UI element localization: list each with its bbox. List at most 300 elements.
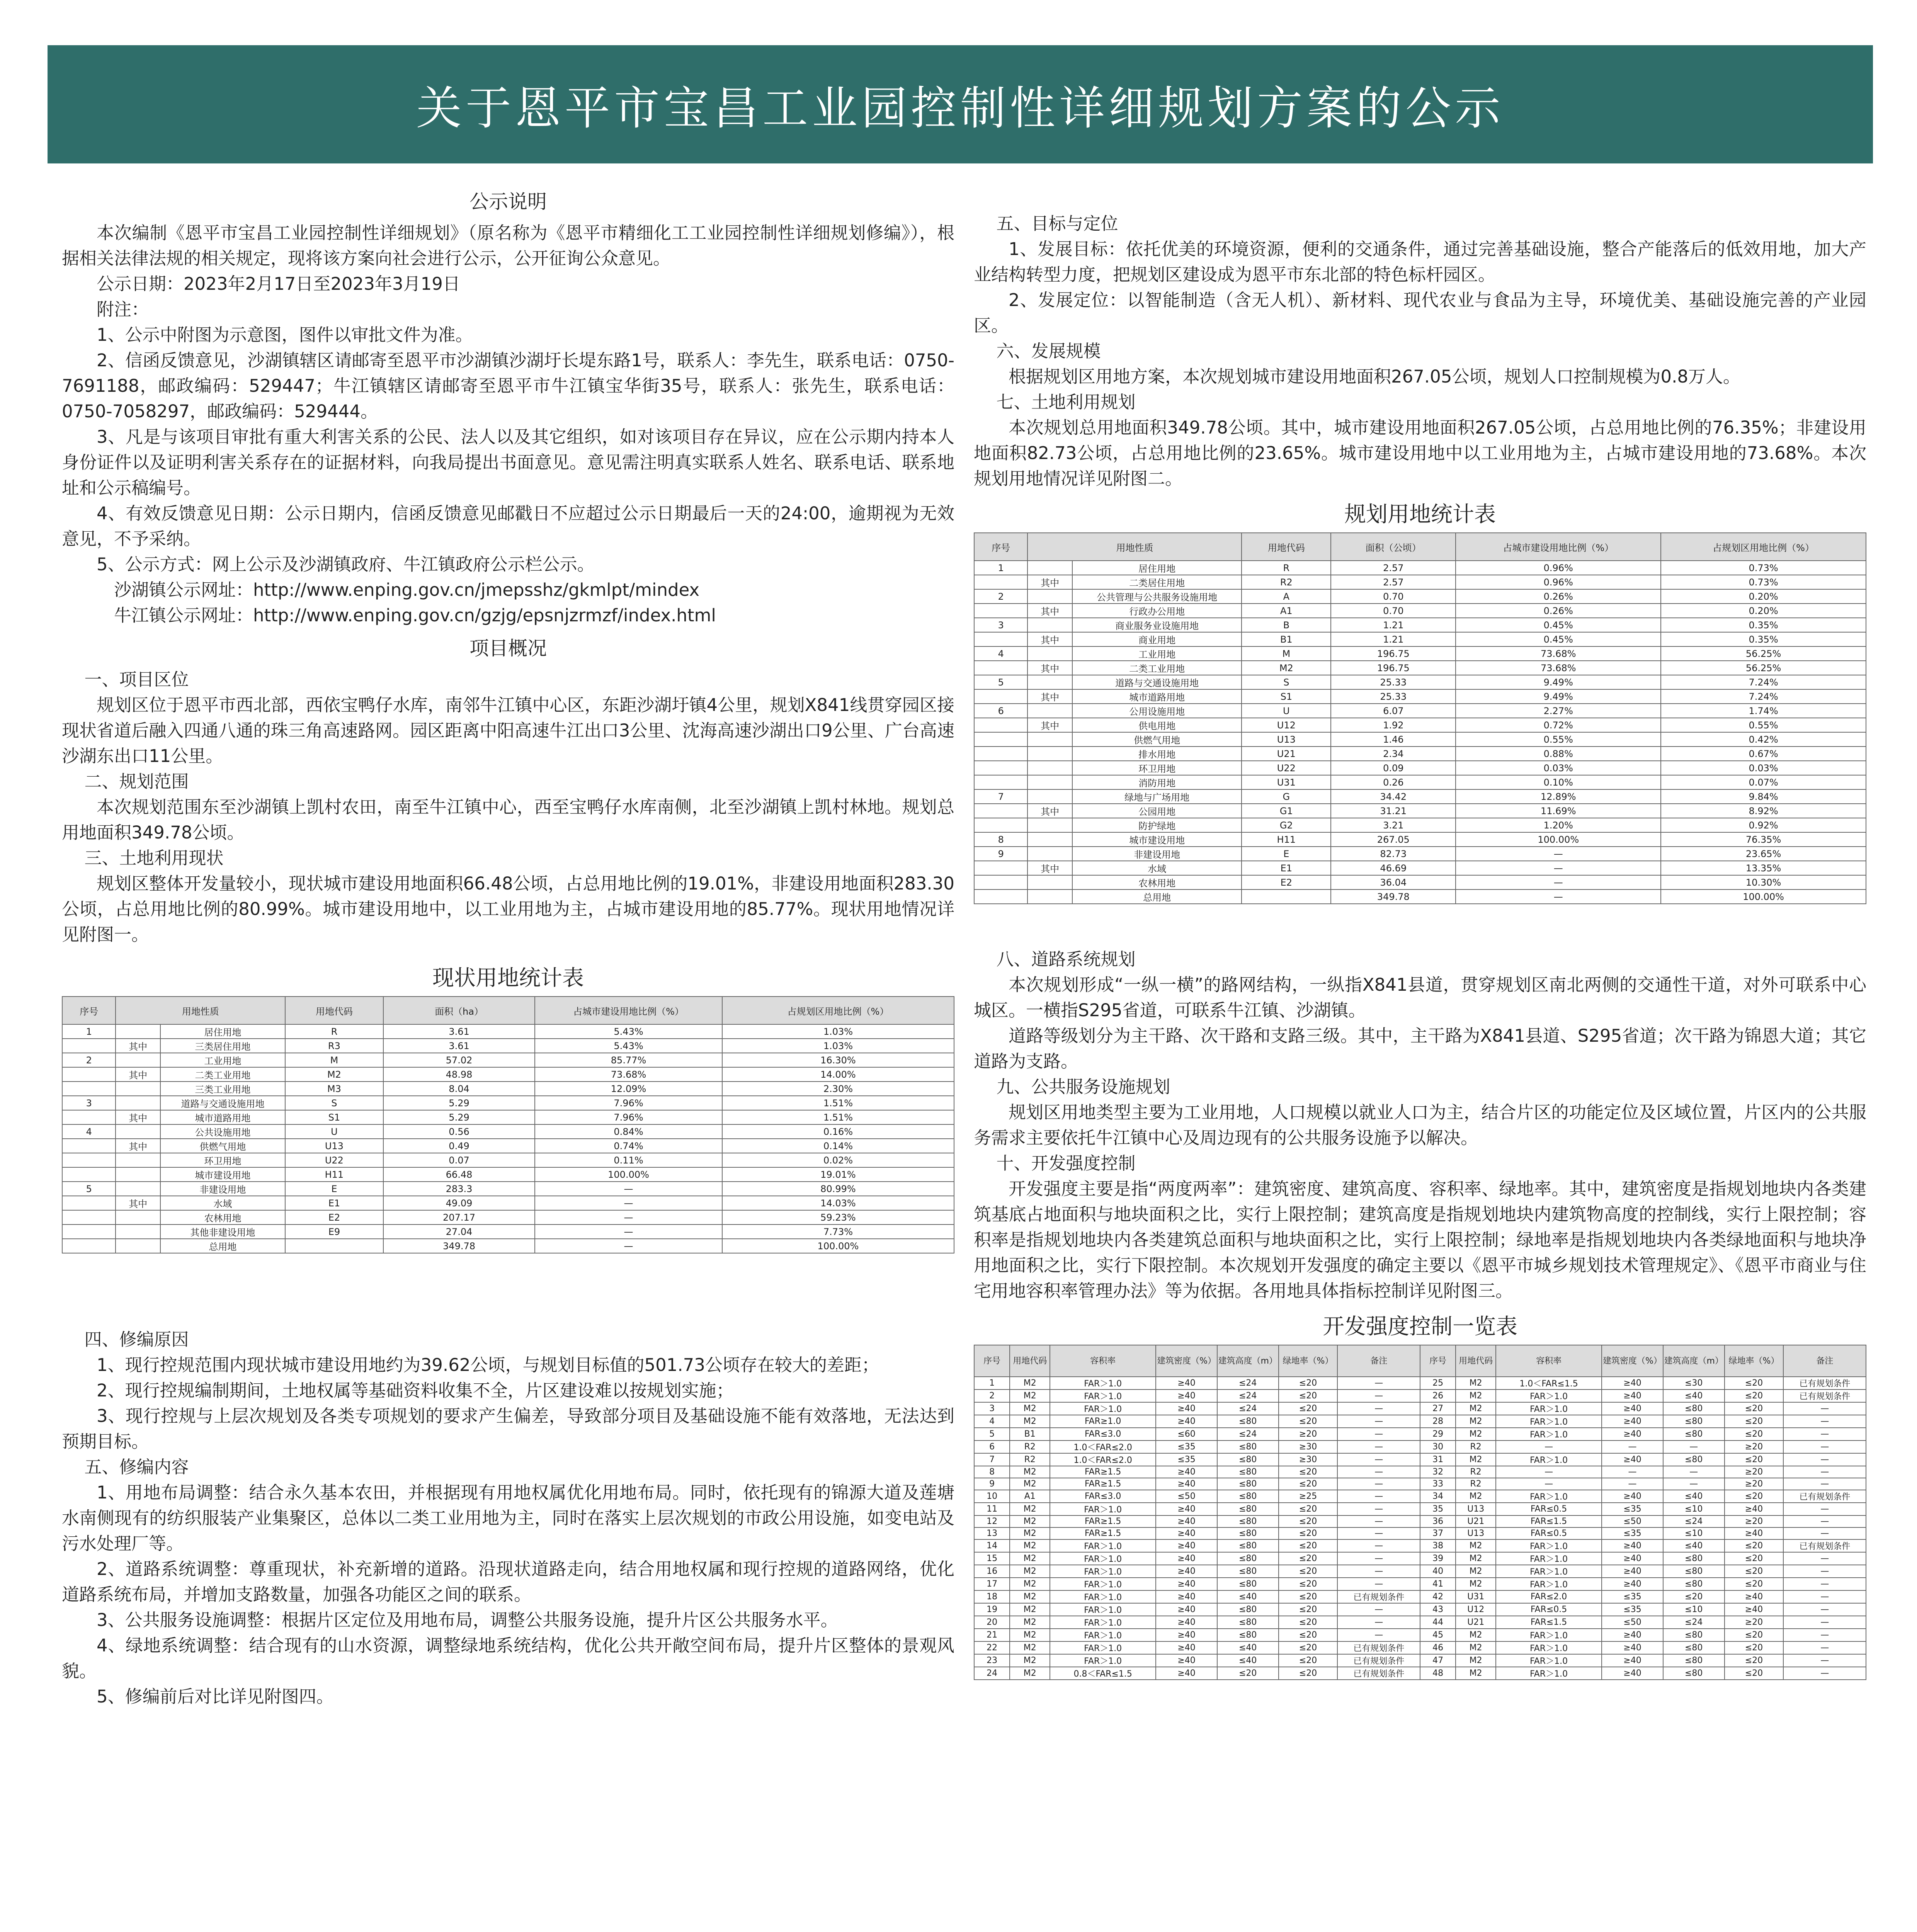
table-cell: ≤80 — [1217, 1578, 1279, 1590]
table-cell: ≥40 — [1156, 1552, 1217, 1565]
table-cell: ≥40 — [1725, 1603, 1784, 1616]
table-row — [62, 1053, 954, 1067]
table-cell: ≤80 — [1663, 1641, 1725, 1654]
table-cell: ≤80 — [1663, 1629, 1725, 1641]
table-cell — [116, 1153, 160, 1167]
table-cell — [1027, 675, 1072, 689]
table-cell: ≤20 — [1725, 1641, 1784, 1654]
table-header: 用地代码 — [1010, 1345, 1050, 1377]
table-cell: 12 — [974, 1515, 1010, 1527]
table-cell: — — [1602, 1440, 1663, 1453]
table-cell: 7.73% — [722, 1225, 954, 1239]
current-landuse-text: 规划区整体开发量较小，现状城市建设用地面积66.48公顷，占总用地比例的19.01%，非建设用地面积283.30公顷，占总用地比例的80.99%。城市建设用地中，以工业用地为主，占城市建设用地的85.77%。现状用地情况详见附图一。 — [62, 873, 954, 945]
table-cell: 0.45% — [1456, 618, 1661, 632]
table-cell: ≤20 — [1725, 1453, 1784, 1466]
table-cell: FAR≤0.5 — [1496, 1503, 1602, 1515]
revision-reason: 2、现行控规编制期间，土地权属等基础资料收集不全，片区建设难以按规划实施； — [97, 1380, 734, 1401]
public-service-text: 规划区用地类型主要为工业用地，人口规模以就业人口为主，结合片区的功能定位及区域位置，片区内的公共服务需求主要依托牛江镇中心及周边现有的公共服务设施予以解决。 — [974, 1102, 1866, 1148]
table-cell: 48 — [1420, 1667, 1456, 1680]
table-cell: 7 — [974, 789, 1027, 804]
table-cell: ≤24 — [1217, 1377, 1279, 1389]
table-cell: 供燃气用地 — [1072, 732, 1242, 747]
table-cell: 45 — [1420, 1629, 1456, 1641]
table-cell: FAR＞1.0 — [1496, 1565, 1602, 1578]
table-cell: — — [1337, 1515, 1420, 1527]
table-cell: ≥40 — [1156, 1629, 1217, 1641]
table-cell: M2 — [1010, 1616, 1050, 1629]
table-row — [974, 1466, 1866, 1478]
table-cell: — — [1337, 1466, 1420, 1478]
table-cell: 1.51% — [722, 1110, 954, 1124]
table-cell: 57.02 — [383, 1053, 535, 1067]
table-cell: M2 — [1456, 1428, 1496, 1440]
table-cell: 公园用地 — [1072, 804, 1242, 818]
table-row — [974, 832, 1866, 847]
table-cell: 0.73% — [1661, 561, 1866, 575]
table-cell — [1027, 889, 1072, 904]
table-cell: — — [1496, 1478, 1602, 1490]
table-cell: 已有规划条件 — [1337, 1590, 1420, 1603]
table-cell: ≤35 — [1156, 1440, 1217, 1453]
table-cell: 其中 — [1027, 661, 1072, 675]
table-cell: 其中 — [1027, 632, 1072, 646]
table-cell: M2 — [1010, 1503, 1050, 1515]
table-cell: — — [1337, 1402, 1420, 1415]
table-cell: — — [1783, 1466, 1866, 1478]
table-cell: ≥40 — [1602, 1641, 1663, 1654]
table-cell: ≤40 — [1663, 1490, 1725, 1503]
table-header: 用地性质 — [1027, 533, 1242, 561]
table-row — [974, 775, 1866, 789]
table-cell: ≥40 — [1602, 1539, 1663, 1552]
table-cell — [116, 1024, 160, 1039]
table-cell: 其中 — [116, 1039, 160, 1053]
table-row — [974, 1440, 1866, 1453]
table-cell — [1027, 818, 1072, 832]
table-cell: FAR＞1.0 — [1496, 1402, 1602, 1415]
table-cell: 0.14% — [722, 1139, 954, 1153]
table-cell: 2.27% — [1456, 704, 1661, 718]
table-row — [974, 561, 1866, 575]
table-cell: R2 — [1456, 1478, 1496, 1490]
scale-text: 根据规划区用地方案，本次规划城市建设用地面积267.05公顷，规划人口控制规模为0.8万人。 — [1009, 366, 1741, 387]
table-cell: FAR≤1.5 — [1496, 1616, 1602, 1629]
goal-text: 2、发展定位：以智能制造（含无人机）、新材料、现代农业与食品为主导，环境优美、基础设施完善的产业园区。 — [974, 290, 1866, 336]
table-cell: ≥20 — [1725, 1466, 1784, 1478]
table-cell: 9.49% — [1456, 675, 1661, 689]
table-cell: 12.89% — [1456, 789, 1661, 804]
road-text: 道路等级划分为主干路、次干路和支路三级。其中，主干路为X841县道、S295省道；次干路为锦恩大道；其它道路为支路。 — [974, 1026, 1866, 1071]
table-row — [974, 1667, 1866, 1680]
table-cell: ≤80 — [1217, 1478, 1279, 1490]
table-cell: 39 — [1420, 1552, 1456, 1565]
table-row — [62, 1096, 954, 1110]
table-cell: 6 — [974, 704, 1027, 718]
table-cell: M2 — [1010, 1539, 1050, 1552]
table-row — [62, 1196, 954, 1210]
table-cell — [62, 1167, 116, 1182]
table-cell: ≤20 — [1279, 1667, 1338, 1680]
table-cell: U21 — [1242, 747, 1331, 761]
table-row — [974, 1503, 1866, 1515]
table-cell: — — [1456, 875, 1661, 889]
table-header: 建筑高度（m） — [1663, 1345, 1725, 1377]
table-header: 容积率 — [1496, 1345, 1602, 1377]
table-cell — [974, 718, 1027, 732]
table-cell: 其中 — [116, 1067, 160, 1082]
table-row — [62, 1067, 954, 1082]
table-cell: M2 — [1456, 1453, 1496, 1466]
table-cell: 2.34 — [1331, 747, 1456, 761]
table-cell: 公共设施用地 — [160, 1124, 285, 1139]
table-row — [62, 1082, 954, 1096]
table-cell: 农林用地 — [1072, 875, 1242, 889]
road-text: 本次规划形成“一纵一横”的路网结构，一纵指X841县道，贯穿规划区南北两侧的交通性干道，对外可联系中心城区。一横指S295省道，可联系牛江镇、沙湖镇。 — [974, 975, 1866, 1020]
table-cell: M2 — [1456, 1552, 1496, 1565]
table-cell: ≥40 — [1156, 1578, 1217, 1590]
table-cell: — — [1337, 1616, 1420, 1629]
table-cell — [62, 1039, 116, 1053]
table-cell: ≤80 — [1217, 1552, 1279, 1565]
table-cell: 7.24% — [1661, 675, 1866, 689]
table-row — [974, 718, 1866, 732]
table-header: 面积（ha） — [383, 997, 535, 1024]
table-cell: 5.29 — [383, 1096, 535, 1110]
table-cell: 3 — [974, 1402, 1010, 1415]
table-row — [62, 1153, 954, 1167]
table-cell: U — [1242, 704, 1331, 718]
table-cell: 0.70 — [1331, 604, 1456, 618]
table-cell: 0.03% — [1456, 761, 1661, 775]
table-cell — [974, 632, 1027, 646]
goal-text: 1、发展目标：依托优美的环境资源，便利的交通条件，通过完善基础设施，整合产能落后的低效用地，加大产业结构转型力度，把规划区建设成为恩平市东北部的特色标杆园区。 — [974, 239, 1866, 285]
table-cell: 0.16% — [722, 1124, 954, 1139]
table-cell: 0.20% — [1661, 604, 1866, 618]
table-cell: G — [1242, 789, 1331, 804]
table-cell: M2 — [1010, 1667, 1050, 1680]
table-cell: ≤20 — [1725, 1654, 1784, 1667]
table-cell: 7.96% — [535, 1110, 722, 1124]
table-header: 建筑密度（%） — [1602, 1345, 1663, 1377]
table-cell: ≤80 — [1217, 1466, 1279, 1478]
table-row — [974, 1654, 1866, 1667]
table-cell: 56.25% — [1661, 661, 1866, 675]
section-heading: 三、土地利用现状 — [84, 848, 224, 868]
table-cell: — — [1783, 1552, 1866, 1565]
table-cell: ≥40 — [1602, 1377, 1663, 1389]
table-row — [974, 818, 1866, 832]
table-cell: M2 — [1010, 1389, 1050, 1402]
table-cell: 2 — [62, 1053, 116, 1067]
table-cell: — — [1496, 1440, 1602, 1453]
table-cell: 36 — [1420, 1515, 1456, 1527]
table-cell — [62, 1153, 116, 1167]
table-cell: 道路与交通设施用地 — [1072, 675, 1242, 689]
table-cell: 35 — [1420, 1503, 1456, 1515]
table-cell: 0.96% — [1456, 561, 1661, 575]
table-cell: 7.24% — [1661, 689, 1866, 704]
table-header: 用地代码 — [1242, 533, 1331, 561]
table-cell: ≥40 — [1725, 1527, 1784, 1539]
planned-landuse-table — [974, 532, 1866, 904]
table-cell: R2 — [1010, 1440, 1050, 1453]
table-cell: M2 — [1010, 1603, 1050, 1616]
table-cell: 1.0＜FAR≤2.0 — [1050, 1440, 1156, 1453]
table-cell: ≤20 — [1279, 1466, 1338, 1478]
table-cell: 26 — [1420, 1389, 1456, 1402]
table-cell: 31.21 — [1331, 804, 1456, 818]
table-cell: 0.8＜FAR≤1.5 — [1050, 1667, 1156, 1680]
table-cell: 0.11% — [535, 1153, 722, 1167]
table3-title: 开发强度控制一览表 — [1323, 1314, 1517, 1339]
table-cell: 0.92% — [1661, 818, 1866, 832]
table-row — [974, 1428, 1866, 1440]
table-cell: 3.21 — [1331, 818, 1456, 832]
table-cell: 0.42% — [1661, 732, 1866, 747]
table-cell: 城市道路用地 — [1072, 689, 1242, 704]
table-cell — [116, 1053, 160, 1067]
table-cell: S1 — [285, 1110, 383, 1124]
table-cell: 5.43% — [535, 1024, 722, 1039]
revision-content: 5、修编前后对比详见附图四。 — [97, 1686, 334, 1707]
table-cell: B1 — [1010, 1428, 1050, 1440]
table-cell: ≤20 — [1725, 1377, 1784, 1389]
notice-item: 2、信函反馈意见，沙湖镇辖区请邮寄至恩平市沙湖镇沙湖圩长堤东路1号，联系人：李先生，联系电话：0750-7691188，邮政编码：529447；牛江镇辖区请邮寄至恩平市牛江镇宝华街35号，联系人：张先生，联系电话：0750-7058297，邮政编码：529444。 — [62, 350, 954, 422]
table-cell: 27 — [1420, 1402, 1456, 1415]
table-cell: — — [1783, 1440, 1866, 1453]
table-row — [974, 1515, 1866, 1527]
table-cell — [285, 1239, 383, 1253]
table-cell: 9 — [974, 847, 1027, 861]
table-row — [974, 1616, 1866, 1629]
table-cell: 公用设施用地 — [1072, 704, 1242, 718]
table-cell: 49.09 — [383, 1196, 535, 1210]
table-cell: ≤20 — [1725, 1415, 1784, 1428]
section-heading: 一、项目区位 — [84, 669, 189, 690]
table-cell: 1.51% — [722, 1096, 954, 1110]
table-row — [974, 1590, 1866, 1603]
table-header: 用地代码 — [1456, 1345, 1496, 1377]
table-cell: ≥40 — [1602, 1654, 1663, 1667]
table-cell: FAR＞1.0 — [1050, 1654, 1156, 1667]
table-cell: FAR≥1.0 — [1050, 1415, 1156, 1428]
table-cell: — — [1783, 1629, 1866, 1641]
table-cell: 其中 — [1027, 718, 1072, 732]
table-cell: 排水用地 — [1072, 747, 1242, 761]
table-row — [974, 618, 1866, 632]
table-cell: U22 — [1242, 761, 1331, 775]
notice-item: 1、公示中附图为示意图，图件以审批文件为准。 — [97, 325, 473, 345]
table-row — [974, 704, 1866, 718]
table-cell: 0.45% — [1456, 632, 1661, 646]
table-cell: M2 — [1010, 1415, 1050, 1428]
table-cell: — — [1602, 1478, 1663, 1490]
table-cell: R2 — [1456, 1440, 1496, 1453]
table-cell: — — [1456, 847, 1661, 861]
table-cell: ≤20 — [1279, 1478, 1338, 1490]
table-cell: — — [1337, 1453, 1420, 1466]
table-cell: — — [1783, 1402, 1866, 1415]
table-cell: 28 — [1420, 1415, 1456, 1428]
table-row — [62, 1024, 954, 1039]
table-cell: 已有规划条件 — [1337, 1654, 1420, 1667]
table-cell: ≤40 — [1217, 1590, 1279, 1603]
table-cell: ≤80 — [1217, 1565, 1279, 1578]
table-cell: — — [1337, 1565, 1420, 1578]
table-cell: — — [1783, 1478, 1866, 1490]
table-cell — [1027, 589, 1072, 604]
table-cell: ≤40 — [1217, 1641, 1279, 1654]
notice-para: 本次编制《恩平市宝昌工业园控制性详细规划》（原名称为《恩平市精细化工工业园控制性详细规划修编》），根据相关法律法规的相关规定，现将该方案向社会进行公示，公开征询公众意见。 — [62, 223, 954, 269]
table-cell: M — [1242, 646, 1331, 661]
table-cell: ≥40 — [1602, 1629, 1663, 1641]
table-cell: 73.68% — [1456, 646, 1661, 661]
table-cell: A — [1242, 589, 1331, 604]
table-cell: ≤80 — [1663, 1552, 1725, 1565]
table-cell: 14.00% — [722, 1067, 954, 1082]
table-cell: ≤20 — [1725, 1552, 1784, 1565]
table-cell: FAR＞1.0 — [1050, 1539, 1156, 1552]
table-row — [974, 789, 1866, 804]
table-cell: — — [1337, 1578, 1420, 1590]
table-cell: 环卫用地 — [160, 1153, 285, 1167]
table-header: 占规划区用地比例（%） — [722, 997, 954, 1024]
table-cell: 27.04 — [383, 1225, 535, 1239]
table-cell: 9 — [974, 1478, 1010, 1490]
table-cell: — — [1783, 1565, 1866, 1578]
table-cell: — — [1337, 1415, 1420, 1428]
table-cell: U12 — [1242, 718, 1331, 732]
table-cell: 0.20% — [1661, 589, 1866, 604]
table-cell: M2 — [1010, 1590, 1050, 1603]
table-cell: ≤20 — [1279, 1616, 1338, 1629]
table-cell: U21 — [1456, 1515, 1496, 1527]
table-cell: U13 — [1456, 1503, 1496, 1515]
table-cell: M2 — [1456, 1490, 1496, 1503]
table-cell: FAR＞1.0 — [1050, 1552, 1156, 1565]
location-text: 规划区位于恩平市西北部，西依宝鸭仔水库，南邻牛江镇中心区，东距沙湖圩镇4公里，规划X841线贯穿园区接现状省道后融入四通八通的珠三角高速路网。园区距离中阳高速牛江出口3公里、沈海高速沙湖出口9公里、广台高速沙湖东出口11公里。 — [62, 695, 954, 766]
table-cell: ≤20 — [1725, 1389, 1784, 1402]
table-header: 面积（公顷） — [1331, 533, 1456, 561]
table-row — [974, 604, 1866, 618]
table-cell — [116, 1124, 160, 1139]
table-cell: FAR≥1.5 — [1050, 1527, 1156, 1539]
table-cell: ≤20 — [1279, 1603, 1338, 1616]
table-cell: 其中 — [1027, 604, 1072, 618]
table-cell: ≥40 — [1156, 1539, 1217, 1552]
table-cell: ≤10 — [1663, 1503, 1725, 1515]
table-cell: 0.88% — [1456, 747, 1661, 761]
table-row — [974, 589, 1866, 604]
table-cell: M2 — [1010, 1641, 1050, 1654]
table-cell: 7 — [974, 1453, 1010, 1466]
table-cell: 8.92% — [1661, 804, 1866, 818]
table-row — [974, 1389, 1866, 1402]
table-cell: M2 — [1010, 1478, 1050, 1490]
table2-title: 规划用地统计表 — [1344, 502, 1496, 527]
section-heading: 九、公共服务设施规划 — [996, 1077, 1170, 1097]
table-row — [974, 575, 1866, 589]
table-cell: U21 — [1456, 1616, 1496, 1629]
table-cell: 12.09% — [535, 1082, 722, 1096]
table-cell: ≥40 — [1156, 1377, 1217, 1389]
landuse-plan-text: 本次规划总用地面积349.78公顷。其中，城市建设用地面积267.05公顷，占总用地比例的76.35%；非建设用地面积82.73公顷，占总用地比例的23.65%。城市建设用地中以工业用地为主，占城市建设用地的73.68%。本次规划用地情况详见附图二。 — [974, 417, 1866, 489]
niujiang-url: 牛江镇公示网址：http://www.enping.gov.cn/gzjg/epsnjzrmzf/index.html — [114, 605, 716, 626]
table-cell: 46 — [1420, 1641, 1456, 1654]
table-cell: 43 — [1420, 1603, 1456, 1616]
table-cell: — — [1337, 1490, 1420, 1503]
table-cell: 1 — [974, 561, 1027, 575]
table-cell: — — [1783, 1667, 1866, 1680]
table-cell: 37 — [1420, 1527, 1456, 1539]
table-row — [974, 689, 1866, 704]
table-cell: 6.07 — [1331, 704, 1456, 718]
section-heading: 五、修编内容 — [84, 1457, 189, 1477]
table-cell: ≤20 — [1279, 1578, 1338, 1590]
table-cell: — — [1783, 1578, 1866, 1590]
table-cell: ≤80 — [1217, 1527, 1279, 1539]
table-cell: — — [1783, 1415, 1866, 1428]
table-cell — [974, 804, 1027, 818]
table-row — [62, 1110, 954, 1124]
table-cell: 196.75 — [1331, 661, 1456, 675]
table-cell: 0.96% — [1456, 575, 1661, 589]
table-cell: M2 — [1010, 1402, 1050, 1415]
table-cell: 10 — [974, 1490, 1010, 1503]
table-row — [974, 646, 1866, 661]
table-cell: 47 — [1420, 1654, 1456, 1667]
table-cell: FAR＞1.0 — [1496, 1654, 1602, 1667]
table-cell: ≥40 — [1156, 1616, 1217, 1629]
table-cell: — — [1602, 1466, 1663, 1478]
table-cell: 水域 — [160, 1196, 285, 1210]
table-header: 建筑密度（%） — [1156, 1345, 1217, 1377]
table-cell: 32 — [1420, 1466, 1456, 1478]
table-cell: E9 — [285, 1225, 383, 1239]
table-cell: 4 — [974, 646, 1027, 661]
table-cell: 已有规划条件 — [1783, 1539, 1866, 1552]
table-cell — [974, 661, 1027, 675]
table-cell: ≥40 — [1156, 1590, 1217, 1603]
table-row — [974, 1565, 1866, 1578]
table-cell: 0.10% — [1456, 775, 1661, 789]
table-cell — [1027, 875, 1072, 889]
table-cell: ≤80 — [1217, 1603, 1279, 1616]
table-cell: 其中 — [116, 1196, 160, 1210]
table-cell: ≥40 — [1156, 1603, 1217, 1616]
table-cell: E2 — [1242, 875, 1331, 889]
table-cell: 非建设用地 — [160, 1182, 285, 1196]
table-cell: FAR≤3.0 — [1050, 1490, 1156, 1503]
table-header: 用地代码 — [285, 997, 383, 1024]
table-cell: 25.33 — [1331, 689, 1456, 704]
table-header: 绿地率（%） — [1279, 1345, 1338, 1377]
table-cell: 非建设用地 — [1072, 847, 1242, 861]
table-cell: 349.78 — [1331, 889, 1456, 904]
table-cell: R3 — [285, 1039, 383, 1053]
table-cell: FAR≥1.5 — [1050, 1515, 1156, 1527]
table-cell: M2 — [1010, 1466, 1050, 1478]
table-cell: 80.99% — [722, 1182, 954, 1196]
table-cell — [1027, 747, 1072, 761]
table-cell: FAR＞1.0 — [1050, 1603, 1156, 1616]
table-cell: 供燃气用地 — [160, 1139, 285, 1153]
table-cell: S1 — [1242, 689, 1331, 704]
table-cell: — — [1783, 1503, 1866, 1515]
table-cell: ≤20 — [1279, 1552, 1338, 1565]
table-row — [974, 1578, 1866, 1590]
table-cell: FAR＞1.0 — [1496, 1552, 1602, 1565]
